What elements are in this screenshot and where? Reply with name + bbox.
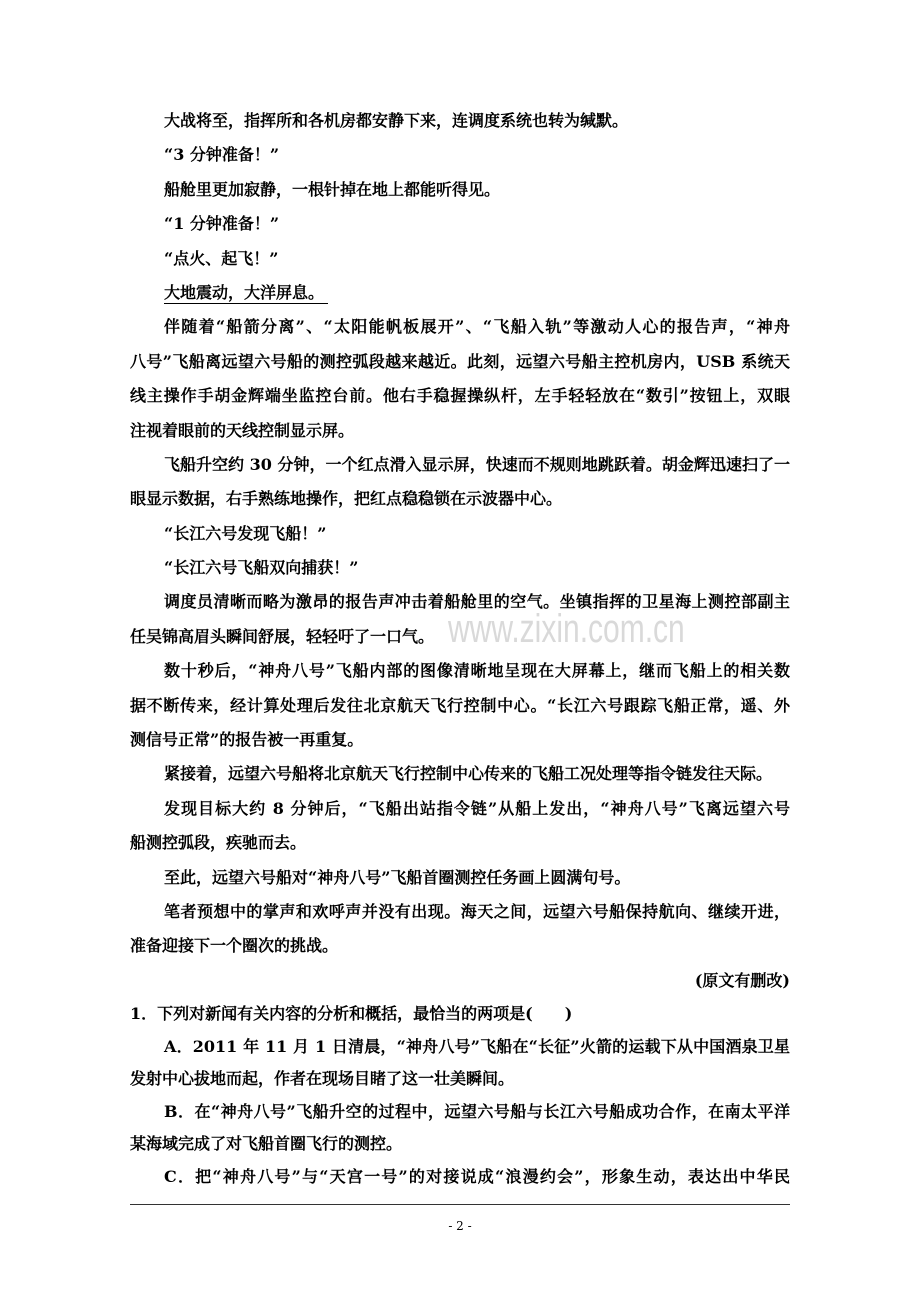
paragraph	[130, 895, 790, 964]
paragraph-line: 线主操作手胡金辉端坐监控台前。他右手稳握操纵杆，左手轻轻放在“数引”按钮上，双眼	[130, 386, 790, 406]
paragraph	[130, 585, 790, 654]
watermark-text: www.zixin.com.cn	[448, 607, 685, 651]
option-c	[130, 1161, 790, 1194]
question-stem: 1．下列对新闻有关内容的分析和概括，最恰当的两项是( )	[130, 1004, 573, 1023]
paragraph-line: “3 分钟准备！”	[164, 145, 280, 165]
paragraph	[130, 207, 790, 241]
paragraph-line: “长江六号飞船双向捕获！”	[164, 558, 359, 578]
paragraph-line: 任吴锦高眉头瞬间舒展，轻轻吁了一口气。	[130, 626, 435, 646]
paragraph-line-wrapper	[130, 276, 790, 310]
underlined-sentence: 大地震动，大洋屏息。	[164, 283, 328, 304]
paragraph-line: 船测控弧段，疾驰而去。	[130, 833, 307, 853]
paragraph-line: 伴随着“船箭分离”、“太阳能帆板展开”、“飞船入轨”等激动人心的报告声，“神舟	[164, 317, 790, 337]
paragraph-line: 紧接着，远望六号船将北京航天飞行控制中心传来的飞船工况处理等指令链发往天际。	[164, 764, 773, 784]
article-body	[130, 104, 790, 998]
paragraph-line: 测信号正常”的报告被一再重复。	[130, 730, 364, 750]
paragraph	[130, 173, 790, 207]
paragraph-line: 注视着眼前的天线控制显示屏。	[130, 420, 355, 440]
paragraph	[130, 792, 790, 861]
option-line: 某海域完成了对飞船首圈飞行的测控。	[130, 1134, 403, 1153]
paragraph	[130, 276, 790, 310]
paragraph	[130, 551, 790, 585]
paragraph-line: 数十秒后，“神舟八号”飞船内部的图像清晰地呈现在大屏幕上，继而飞船上的相关数	[164, 661, 790, 681]
paragraph	[130, 242, 790, 276]
option-b	[130, 1096, 790, 1161]
paragraph-line: 眼显示数据，右手熟练地操作，把红点稳稳锁在示波器中心。	[130, 489, 563, 509]
option-line: 发射中心拔地而起，作者在现场目睹了这一壮美瞬间。	[130, 1069, 515, 1088]
paragraph-line: 船舱里更加寂静，一根针掉在地上都能听得见。	[164, 179, 501, 199]
page-number: - 2 -	[448, 1219, 472, 1233]
paragraph-line: 飞船升空约 30 分钟，一个红点滑入显示屏，快速而不规则地跳跃着。胡金辉迅速扫了一	[164, 454, 790, 474]
paragraph-line: “长江六号发现飞船！”	[164, 523, 327, 543]
paragraph-line: 据不断传来，经计算处理后发往北京航天飞行控制中心。“长江六号跟踪飞船正常，遥、外	[130, 695, 790, 715]
paragraph-line: 大战将至，指挥所和各机房都安静下来，连调度系统也转为缄默。	[164, 111, 629, 130]
option-a	[130, 1031, 790, 1096]
source-note: (原文有删改)	[694, 970, 790, 990]
paragraph	[130, 104, 790, 138]
paragraph-line: 发现目标大约 8 分钟后，“飞船出站指令链”从船上发出，“神舟八号”飞离远望六号	[164, 798, 790, 818]
paragraph-line: 调度员清晰而略为激昂的报告声冲击着船舱里的空气。坐镇指挥的卫星海上测控部副主	[164, 592, 790, 612]
paragraph	[130, 861, 790, 895]
question-block	[130, 998, 790, 1193]
option-line: B．在“神舟八号”飞船升空的过程中，远望六号船与长江六号船成功合作，在南太平洋	[164, 1101, 790, 1121]
paragraph	[130, 448, 790, 517]
paragraph-line: 准备迎接下一个圈次的挑战。	[130, 936, 339, 956]
paragraph-line: 笔者预想中的掌声和欢呼声并没有出现。海天之间，远望六号船保持航向、继续开进，	[164, 901, 790, 921]
option-line: A．2011 年 11 月 1 日清晨，“神舟八号”飞船在“长征”火箭的运载下从中国酒泉卫星	[164, 1036, 790, 1056]
paragraph-line: 八号”飞船离远望六号船的测控弧段越来越近。此刻，远望六号船主控机房内，USB 系统天	[130, 351, 790, 371]
paragraph	[130, 138, 790, 172]
paragraph-line: 至此，远望六号船对“神舟八号”飞船首圈测控任务画上圆满句号。	[164, 867, 631, 887]
paragraph	[130, 654, 790, 757]
paragraph-line: “1 分钟准备！”	[164, 214, 280, 234]
paragraph	[130, 757, 790, 791]
footer-divider	[130, 1204, 790, 1205]
paragraph	[130, 310, 790, 448]
paragraph	[130, 517, 790, 551]
option-line: C．把“神舟八号”与“天宫一号”的对接说成“浪漫约会”，形象生动，表达出中华民	[164, 1166, 790, 1186]
paragraph-line: “点火、起飞！”	[164, 248, 279, 268]
